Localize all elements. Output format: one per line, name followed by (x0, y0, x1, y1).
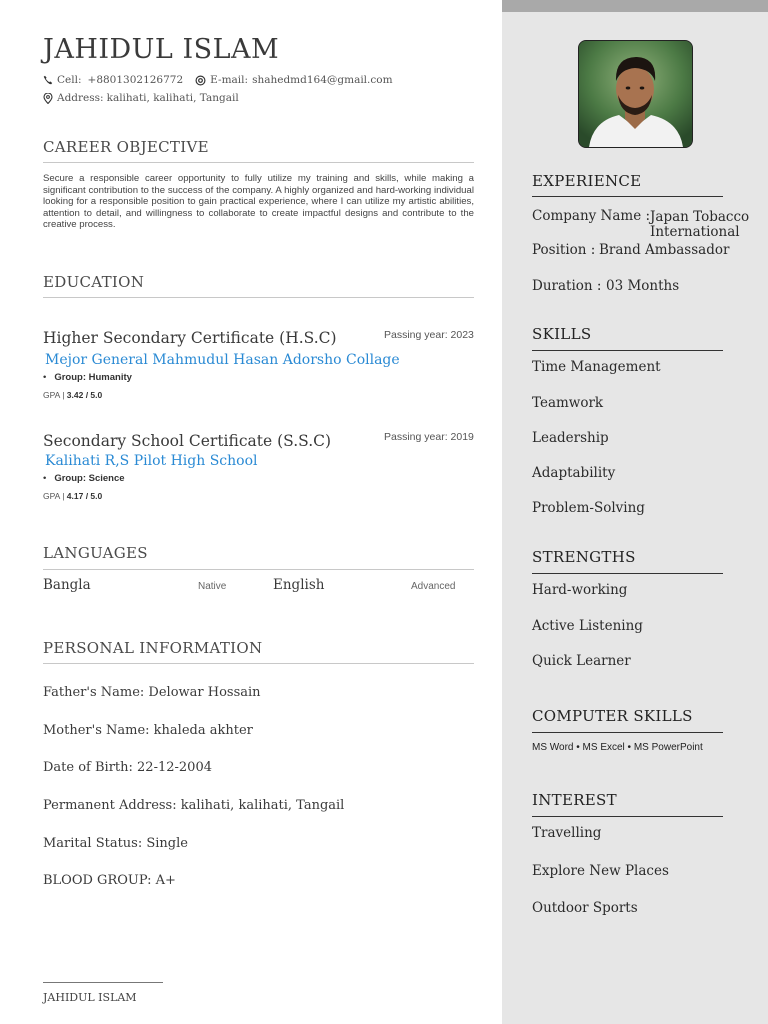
mother-name: Mother's Name: khaleda akhter (43, 723, 253, 738)
blood-group: BLOOD GROUP: A+ (43, 873, 176, 888)
company-label: Company Name : (532, 208, 651, 224)
contact-line (43, 74, 393, 86)
email-label: E-mail: (210, 74, 249, 86)
position-value: Brand Ambassador (599, 242, 730, 258)
skills-heading: SKILLS (532, 325, 592, 343)
language-level: Native (198, 581, 227, 592)
language-name: Bangla (43, 577, 91, 593)
ssc-gpa: GPA | 4.17 / 5.0 (43, 491, 103, 501)
skill-item: Leadership (532, 430, 609, 446)
duration-label: Duration : (532, 278, 602, 294)
interest-item: Travelling (532, 825, 602, 841)
divider (43, 663, 474, 664)
interest-heading: INTEREST (532, 791, 617, 809)
bullet-icon: • (43, 372, 47, 383)
education-heading: EDUCATION (43, 273, 145, 291)
company-name-line1: Japan Tobacco (650, 209, 750, 225)
ssc-degree: Secondary School Certificate (S.S.C) (43, 432, 332, 450)
bullet-icon: • (43, 473, 47, 484)
career-objective-text: Secure a responsible career opportunity to fully utilize my training and skills, while making a significant contribution to the success of the company. A highly organized and hard-working individual looking for a responsible position to gain practical experience, where I can utilize my artistic abilities, attention to detail, and willingness to collaborate to create impactful designs and contribute to the creative process. (43, 173, 474, 231)
strength-item: Active Listening (532, 618, 643, 634)
divider (43, 162, 474, 163)
location-pin-icon (43, 93, 53, 104)
languages-heading: LANGUAGES (43, 544, 148, 562)
cell-number: +8801302126772 (87, 74, 184, 86)
hsc-institution: Mejor General Mahmudul Hasan Adorsho Collage (45, 352, 400, 368)
interest-item: Explore New Places (532, 863, 669, 879)
email-address[interactable]: shahedmd164@gmail.com (252, 74, 393, 86)
divider (43, 297, 474, 298)
marital-status: Marital Status: Single (43, 836, 188, 851)
career-objective-heading: CAREER OBJECTIVE (43, 138, 209, 156)
cell-label: Cell: (57, 74, 82, 86)
profile-photo (578, 40, 693, 148)
person-portrait-icon (579, 41, 692, 147)
phone-icon (43, 75, 53, 85)
position-label: Position : (532, 242, 596, 258)
divider (532, 573, 723, 574)
ssc-group: • Group: Science (43, 473, 125, 484)
signature-line (43, 982, 163, 983)
date-of-birth: Date of Birth: 22-12-2004 (43, 760, 212, 775)
personal-info-heading: PERSONAL INFORMATION (43, 639, 263, 657)
skill-item: Problem-Solving (532, 500, 645, 516)
skill-item: Teamwork (532, 395, 604, 411)
ssc-passing-year: Passing year: 2019 (384, 431, 474, 443)
divider (532, 350, 723, 351)
hsc-group: • Group: Humanity (43, 372, 132, 383)
computer-skills-heading: COMPUTER SKILLS (532, 707, 693, 725)
interest-item: Outdoor Sports (532, 900, 638, 916)
skill-item: Time Management (532, 359, 661, 375)
computer-skills-list: MS Word • MS Excel • MS PowerPoint (532, 742, 703, 753)
strengths-heading: STRENGTHS (532, 548, 636, 566)
at-icon (195, 75, 206, 86)
ssc-institution: Kalihati R,S Pilot High School (45, 453, 258, 469)
father-name: Father's Name: Delowar Hossain (43, 685, 261, 700)
hsc-degree: Higher Secondary Certificate (H.S.C) (43, 329, 337, 347)
address-label: Address: (57, 92, 104, 104)
duration-value: 03 Months (606, 278, 680, 294)
sidebar-top-bar (502, 0, 768, 12)
resume-name: JAHIDUL ISLAM (43, 34, 280, 65)
footer-name: JAHIDUL ISLAM (43, 991, 137, 1004)
company-name-line2: International (650, 224, 740, 240)
strength-item: Hard-working (532, 582, 628, 598)
language-name: English (273, 577, 325, 593)
divider (532, 196, 723, 197)
divider (532, 732, 723, 733)
address-line (43, 92, 239, 104)
permanent-address: Permanent Address: kalihati, kalihati, Tangail (43, 798, 345, 813)
address-value: kalihati, kalihati, Tangail (106, 92, 239, 104)
hsc-gpa: GPA | 3.42 / 5.0 (43, 390, 103, 400)
experience-heading: EXPERIENCE (532, 172, 642, 190)
skill-item: Adaptability (532, 465, 616, 481)
divider (532, 816, 723, 817)
language-level: Advanced (411, 581, 456, 592)
strength-item: Quick Learner (532, 653, 631, 669)
hsc-passing-year: Passing year: 2023 (384, 329, 474, 341)
divider (43, 569, 474, 570)
